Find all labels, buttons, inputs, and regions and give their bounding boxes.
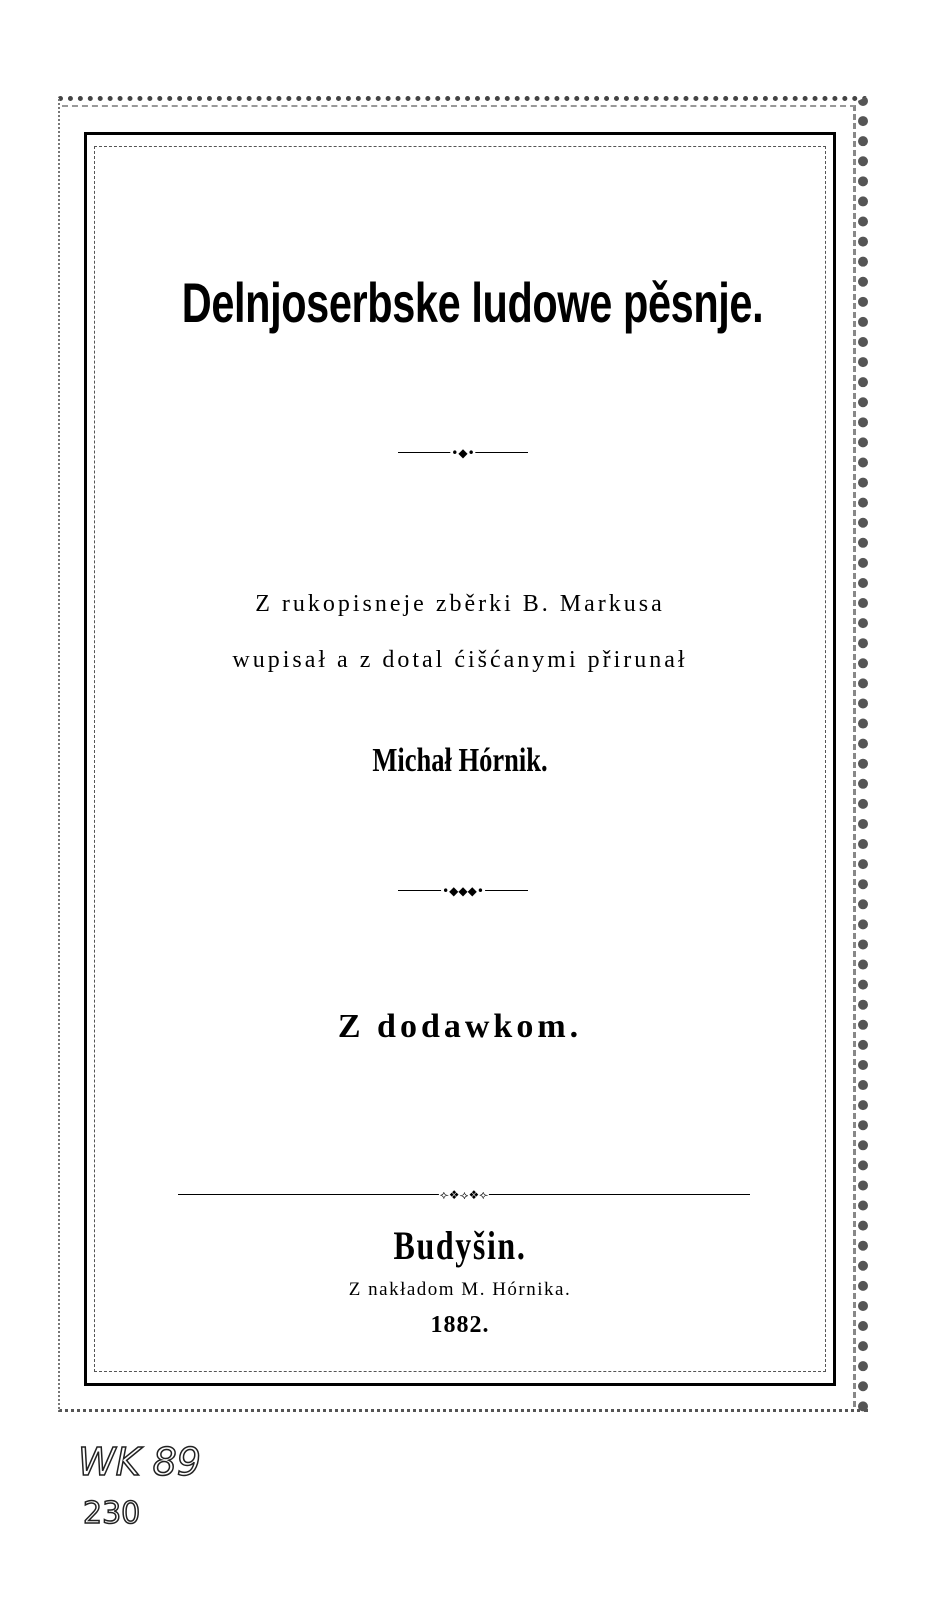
- book-title: Delnjoserbske ludowe pěsnje.: [181, 271, 764, 334]
- publisher-line: Z nakładom M. Hórnika.: [348, 1279, 572, 1300]
- appendix-note: Z dodawkom.: [337, 1008, 583, 1045]
- subtitle-line-1: Z rukopisneje zběrki B. Markusa: [255, 591, 665, 617]
- divider-ornament-icon: •◆•: [451, 446, 475, 460]
- author-name: Michał Hórnik.: [372, 742, 548, 779]
- library-shelfmark-stamp: WK 89: [78, 1440, 201, 1484]
- ornamental-divider: [398, 884, 528, 898]
- ornamental-divider: [398, 446, 528, 460]
- subtitle-line-2: wupisał a z dotal ćišćanymi přirunał: [232, 647, 688, 673]
- ornamental-divider-long: [178, 1188, 750, 1202]
- publication-place: Budyšin.: [393, 1223, 527, 1268]
- divider-ornament-icon: ⟣❖⟢❖⟣: [439, 1188, 489, 1202]
- publication-year: 1882.: [430, 1312, 490, 1338]
- divider-ornament-icon: •◆◆◆•: [442, 884, 484, 898]
- library-number-stamp: 230: [83, 1496, 141, 1531]
